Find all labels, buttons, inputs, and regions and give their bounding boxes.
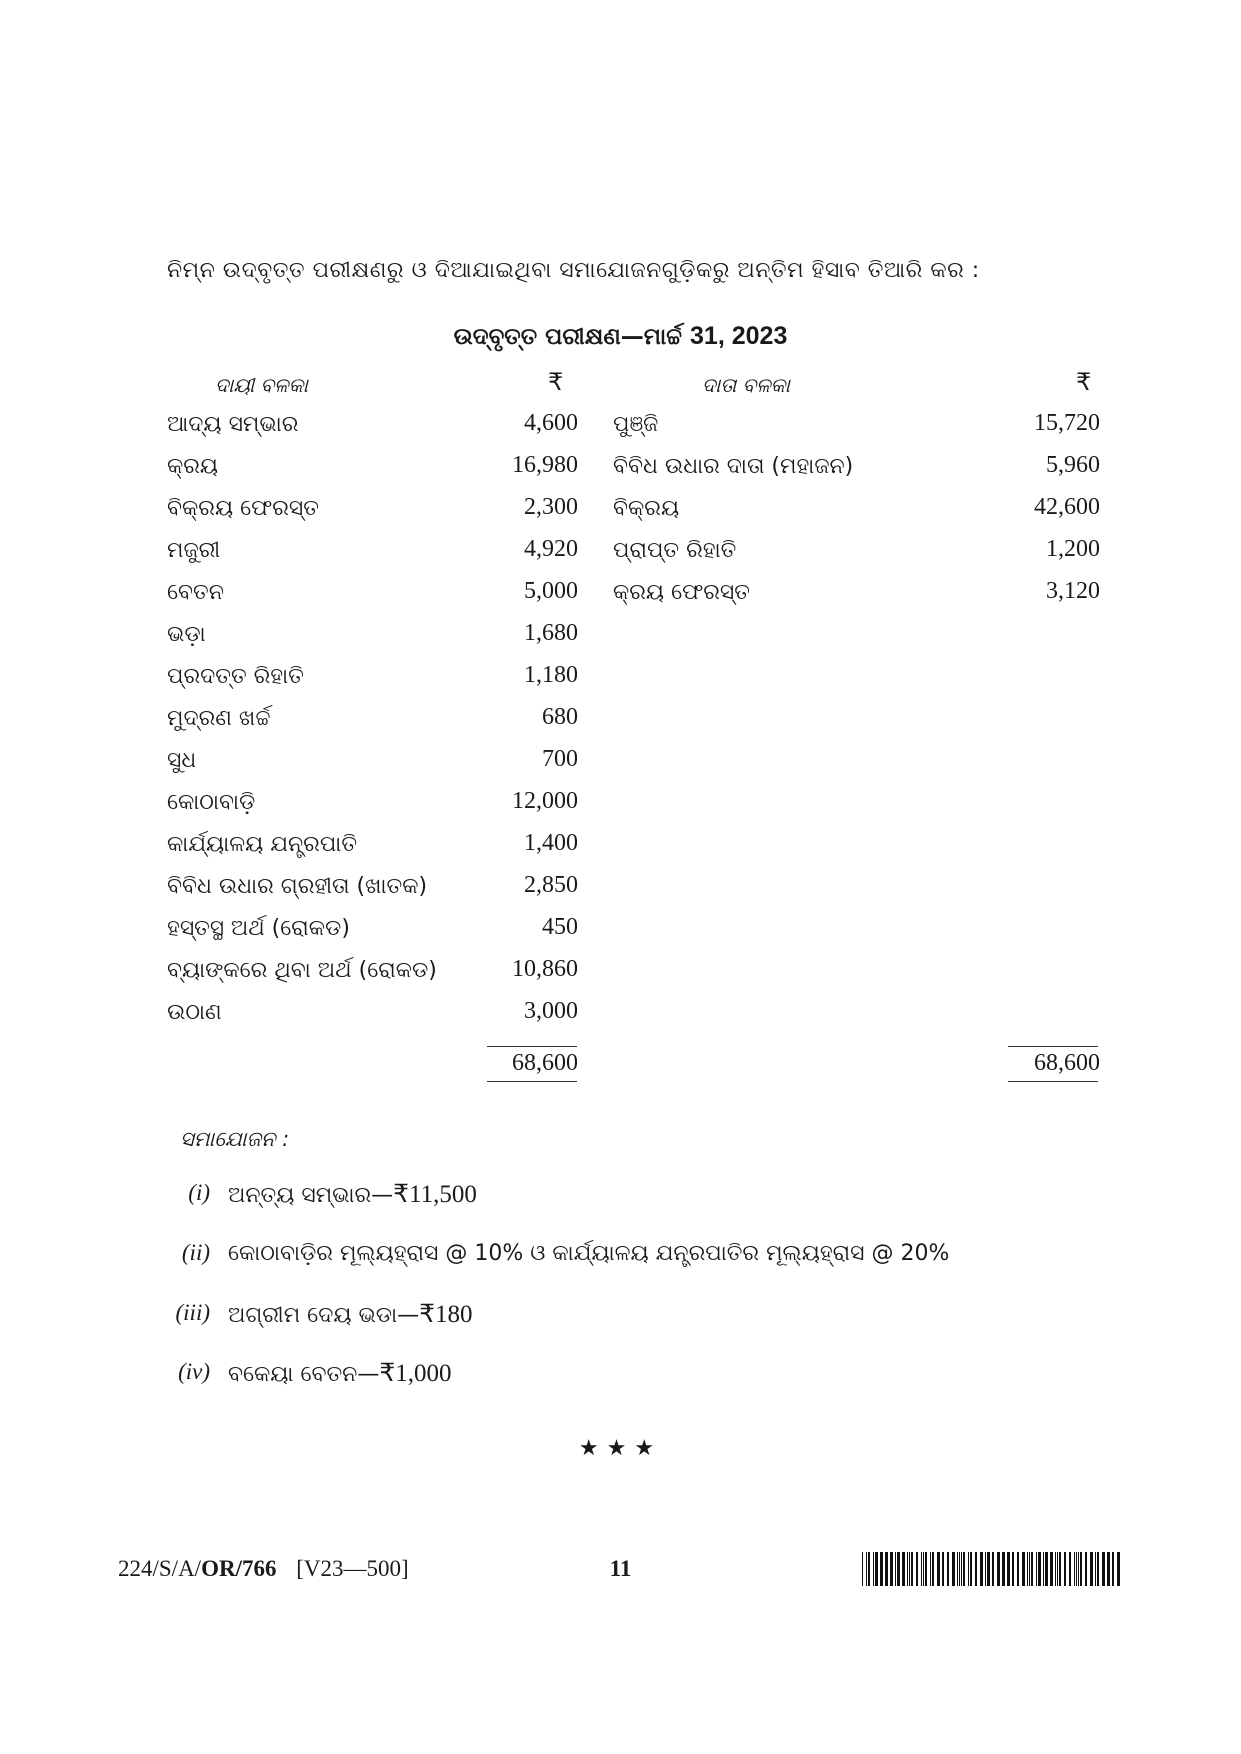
adjustment-number: (i) bbox=[188, 1180, 210, 1205]
debit-row-amount: 12,000 bbox=[512, 788, 578, 814]
credit-currency-symbol: ₹ bbox=[1076, 368, 1092, 396]
paper-code-prefix: 224/S/A/ bbox=[118, 1556, 202, 1581]
title-text: ଉଦ୍‌ବୃତ୍ତ ପରୀକ୍ଷଣ—ମାର୍ଚ୍ଚ bbox=[453, 324, 683, 350]
debit-row-amount: 680 bbox=[542, 704, 578, 730]
instruction-text: ନିମ୍ନ ଉଦ୍‌ବୃତ୍ତ ପରୀକ୍ଷଣରୁ ଓ ଦିଆଯାଇଥିବା ସମାଯୋଜନଗୁଡ଼ିକରୁ ଅନ୍ତିମ ହିସାବ ତିଆରି କର : bbox=[167, 258, 980, 283]
adjustment-number: (iv) bbox=[178, 1359, 210, 1384]
adjustment-value: ₹180 bbox=[419, 1301, 473, 1328]
adjustment-text: କୋଠାବାଡ଼ିର ମୂଲ୍ୟହ୍ରାସ @ 10% ଓ କାର୍ଯ୍ୟାଳୟ ଯନ୍ତ୍ରପାତିର ମୂଲ୍ୟହ୍ରାସ @ 20% bbox=[228, 1241, 950, 1266]
debit-column-header: ଦାୟୀ ବଳକା bbox=[215, 373, 308, 397]
credit-total-top-rule bbox=[1008, 1046, 1098, 1047]
debit-row-amount: 1,400 bbox=[524, 830, 578, 856]
credit-row-amount: 15,720 bbox=[1034, 410, 1100, 436]
adjustment-text: ଅଗ୍ରୀମ ଦେୟ ଭଡା— bbox=[228, 1303, 420, 1328]
debit-row-amount: 2,850 bbox=[524, 872, 578, 898]
adjustment-item bbox=[228, 1299, 473, 1329]
credit-row-amount: 3,120 bbox=[1046, 578, 1100, 604]
credit-row-amount: 1,200 bbox=[1046, 536, 1100, 562]
adjustment-value: ₹1,000 bbox=[379, 1360, 452, 1387]
paper-version: [V23—500] bbox=[296, 1556, 409, 1581]
debit-row-amount: 450 bbox=[542, 914, 578, 940]
debit-row-label: ବିବିଧ ଉଧାର ଗ୍ରହୀତା (ଖାତକ) bbox=[167, 874, 428, 899]
page-number: 11 bbox=[609, 1556, 632, 1581]
debit-total-bottom-rule bbox=[487, 1081, 577, 1082]
debit-row-label: କାର୍ଯ୍ୟାଳୟ ଯନ୍ତ୍ରପାତି bbox=[167, 832, 358, 857]
adjustments-heading: ସମାଯୋଜନ : bbox=[180, 1127, 290, 1151]
trial-balance-title bbox=[0, 322, 1241, 351]
credit-row-amount: 5,960 bbox=[1046, 452, 1100, 478]
debit-row-amount: 5,000 bbox=[524, 578, 578, 604]
debit-row-label: ବିକ୍ରୟ ଫେରସ୍ତ bbox=[167, 496, 319, 521]
debit-row-amount: 2,300 bbox=[524, 494, 578, 520]
adjustment-item bbox=[228, 1358, 451, 1388]
adjustment-item bbox=[228, 1239, 949, 1267]
credit-total-bottom-rule bbox=[1008, 1081, 1098, 1082]
debit-total: 68,600 bbox=[512, 1050, 578, 1076]
debit-row-label: ପ୍ରଦତ୍ତ ରିହାତି bbox=[167, 664, 304, 689]
debit-row-label: ମୁଦ୍ରଣ ଖର୍ଚ୍ଚ bbox=[167, 706, 271, 731]
debit-row-label: ଆଦ୍ୟ ସମ୍ଭାର bbox=[167, 412, 299, 437]
credit-row-label: ପୁଞ୍ଜି bbox=[613, 412, 659, 437]
adjustment-number: (ii) bbox=[181, 1240, 210, 1265]
credit-row-label: ବିବିଧ ଉଧାର ଦାତା (ମହାଜନ) bbox=[613, 454, 854, 479]
title-date: 31, 2023 bbox=[690, 322, 788, 350]
debit-row-label: ବ୍ୟାଙ୍କରେ ଥିବା ଅର୍ଥ (ରୋକଡ) bbox=[167, 958, 437, 983]
debit-row-label: ମଜୁରୀ bbox=[167, 538, 221, 563]
credit-total: 68,600 bbox=[1034, 1050, 1100, 1076]
debit-row-amount: 4,600 bbox=[524, 410, 578, 436]
credit-row-label: ବିକ୍ରୟ bbox=[613, 496, 680, 521]
debit-total-top-rule bbox=[487, 1046, 577, 1047]
credit-row-label: ପ୍ରାପ୍ତ ରିହାତି bbox=[613, 538, 737, 563]
credit-column-header: ଦାତା ବଳକା bbox=[702, 373, 790, 397]
debit-row-label: ହସ୍ତସ୍ଥ ଅର୍ଥ (ରୋକଡ) bbox=[167, 916, 350, 941]
debit-row-label: ସୁଧ bbox=[167, 748, 197, 773]
debit-row-amount: 10,860 bbox=[512, 956, 578, 982]
debit-row-label: କ୍ରୟ bbox=[167, 454, 219, 479]
debit-row-label: ଭଡ଼ା bbox=[167, 622, 206, 647]
adjustment-text: ବକେୟା ବେତନ— bbox=[228, 1362, 380, 1387]
debit-row-label: ବେତନ bbox=[167, 580, 224, 605]
debit-row-amount: 16,980 bbox=[512, 452, 578, 478]
adjustment-text: ଅନ୍ତ୍ୟ ସମ୍ଭାର— bbox=[228, 1183, 394, 1208]
debit-row-label: କୋଠାବାଡ଼ି bbox=[167, 790, 256, 815]
credit-row-label: କ୍ରୟ ଫେରସ୍ତ bbox=[613, 580, 750, 605]
paper-code-bold: OR/766 bbox=[201, 1556, 277, 1581]
adjustment-value: ₹11,500 bbox=[393, 1181, 477, 1208]
debit-row-amount: 1,680 bbox=[524, 620, 578, 646]
end-stars: ★★★ bbox=[578, 1436, 663, 1461]
debit-row-amount: 3,000 bbox=[524, 998, 578, 1024]
debit-currency-symbol: ₹ bbox=[548, 368, 564, 396]
debit-row-amount: 700 bbox=[542, 746, 578, 772]
debit-row-label: ଉଠାଣ bbox=[167, 1000, 222, 1025]
adjustment-number: (iii) bbox=[175, 1300, 210, 1325]
barcode bbox=[862, 1552, 1124, 1586]
credit-row-amount: 42,600 bbox=[1034, 494, 1100, 520]
debit-row-amount: 1,180 bbox=[524, 662, 578, 688]
adjustment-item bbox=[228, 1179, 477, 1209]
debit-row-amount: 4,920 bbox=[524, 536, 578, 562]
